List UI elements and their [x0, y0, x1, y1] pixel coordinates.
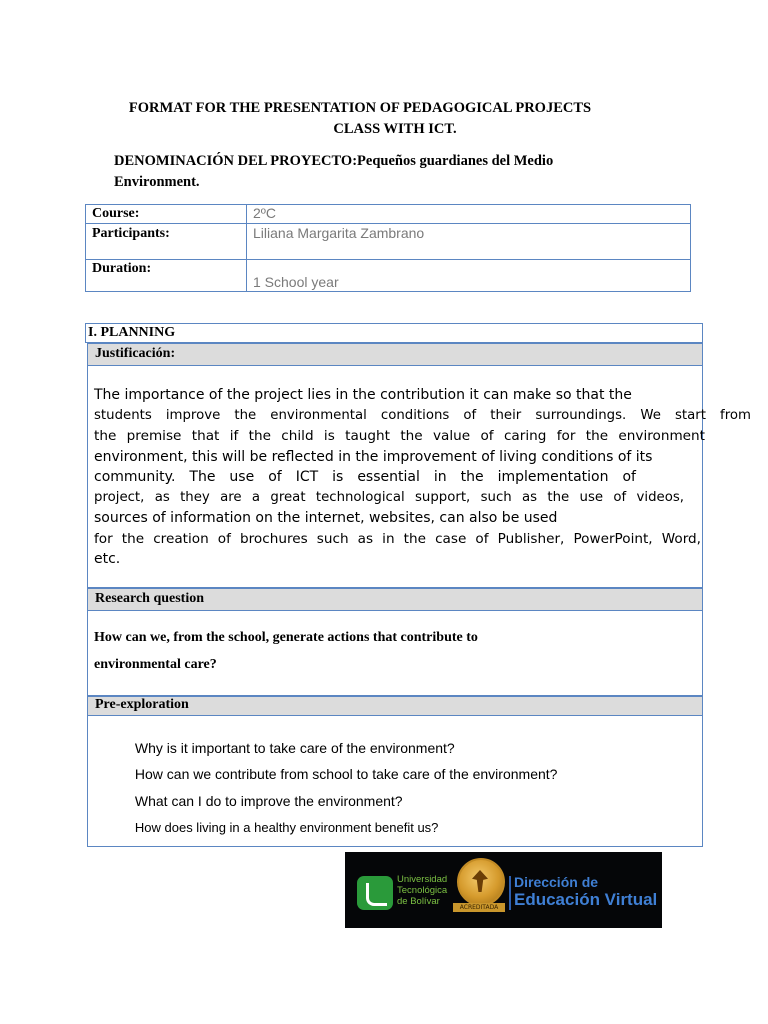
justification-line: for the creation of brochures such as in the case of Publisher, PowerPoint, Word,	[94, 530, 701, 547]
research-question-line: environmental care?	[94, 657, 217, 672]
justification-header-text: Justificación:	[95, 346, 176, 361]
planning-heading-text: I. PLANNING	[88, 325, 176, 340]
project-name-value: Pequeños guardianes del Medio	[357, 153, 554, 169]
justification-line: sources of information on the internet, websites, can also be used	[94, 510, 558, 526]
justification-header	[87, 343, 703, 366]
table-row-duration	[86, 260, 690, 291]
university-name: Universidad Tecnológica de Bolívar	[397, 874, 448, 907]
planning-heading	[85, 323, 703, 343]
course-label: Course:	[92, 206, 140, 221]
participants-value: Liliana Margarita Zambrano	[253, 225, 425, 241]
participants-label: Participants:	[92, 226, 170, 241]
project-name-continuation: Environment.	[114, 174, 200, 190]
duration-label: Duration:	[92, 261, 152, 276]
project-info-table	[85, 204, 691, 292]
pre-exploration-header	[87, 696, 703, 716]
table-row-course	[86, 205, 690, 224]
project-name-label: DENOMINACIÓN DEL PROYECTO:	[114, 153, 358, 169]
justification-line: students improve the environmental conditions of their surroundings. We start from	[94, 407, 751, 423]
direction-name: Dirección de Educación Virtual	[514, 874, 658, 909]
research-question-text	[94, 624, 654, 678]
table-row-participants	[86, 224, 690, 260]
justification-line: project, as they are a great technological support, such as the use of videos,	[94, 489, 684, 505]
pre-exploration-header-text: Pre-exploration	[95, 697, 189, 712]
justification-line: etc.	[94, 551, 121, 567]
institution-logo-banner	[345, 852, 662, 928]
justification-text	[94, 385, 751, 570]
pre-exploration-list	[118, 740, 557, 845]
document-title-line-2: CLASS WITH ICT.	[333, 121, 457, 137]
research-question-line: How can we, from the school, generate actions that contribute to	[94, 630, 478, 645]
research-question-header	[87, 588, 703, 611]
duration-value: 1 School year	[253, 274, 339, 290]
list-item: What can I do to improve the environment?	[134, 792, 403, 809]
justification-line: the premise that if the child is taught the value of caring for the environment	[94, 428, 705, 444]
accreditation-seal-icon	[457, 858, 505, 906]
research-question-header-text: Research question	[95, 591, 205, 606]
banner-divider	[509, 876, 511, 910]
document-title-line-1: FORMAT FOR THE PRESENTATION OF PEDAGOGICAL PROJECTS	[128, 100, 592, 116]
project-name	[114, 151, 584, 193]
university-emblem-icon	[357, 876, 393, 910]
course-value: 2ºC	[253, 205, 277, 221]
justification-line: community. The use of ICT is essential in the implementation of	[94, 469, 636, 485]
justification-line: The importance of the project lies in the contribution it can make so that the	[94, 387, 632, 403]
seal-ribbon: ACREDITADA	[453, 903, 505, 912]
list-item: How can we contribute from school to take care of the environment?	[134, 766, 558, 783]
list-item: Why is it important to take care of the environment?	[134, 740, 455, 756]
list-item: How does living in a healthy environment benefit us?	[134, 819, 439, 835]
justification-line: environment, this will be reflected in the improvement of living conditions of its	[94, 448, 653, 465]
